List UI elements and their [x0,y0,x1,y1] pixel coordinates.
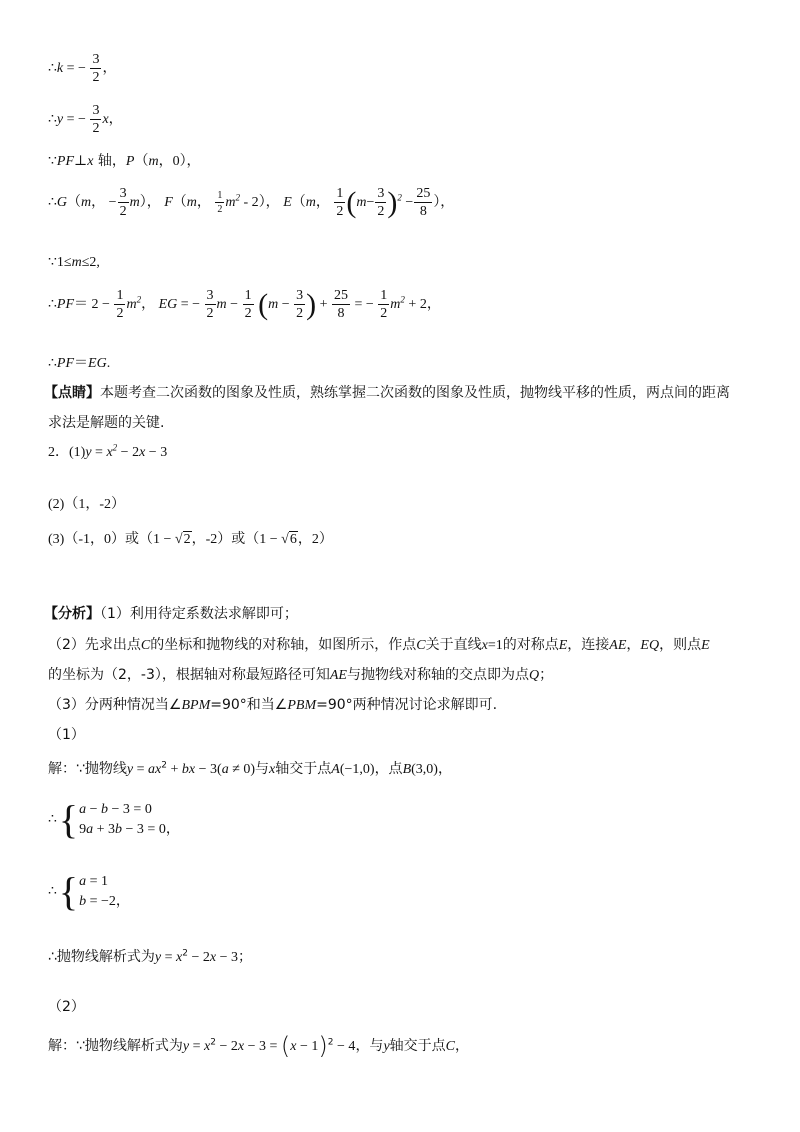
system-1: ∴ { a − b − 3 = 0 9a + 3b − 3 = 0， [48,797,180,843]
dianjing-text: 本题考查二次函数的图象及性质，熟练掌握二次函数的图象及性质，抛物线平移的性质，两点间的距离 [100,385,730,401]
system-2: ∴ { a = 1 b = −2， [48,869,130,915]
dianjing-line2: 求法是解题的关键. [48,415,165,431]
dianjing-label: 【点睛】 [44,385,100,401]
step-2: （2） [48,999,85,1015]
step-1: （1） [48,727,85,743]
answer-2-2: (2)（1，-2） [48,497,125,512]
fenxi-label: 【分析】 [44,606,100,622]
fenxi-line2: （2）先求出点C的坐标和抛物线的对称轴，如图所示，作点C关于直线x=1的对称点E，连接AE，EQ，则点E [48,637,710,653]
solution-2-line1: 解：∵抛物线解析式为$y = x^2 - 2x - 3 = (x - 1)^2 - 4$，与y轴交于点C， [48,1032,469,1060]
line-m-range: ∵1≤m≤2, [48,255,100,270]
line-y: ∴y = − $\frac{3}{2}$ x， [48,103,123,137]
line-pf-eg: ∴PF＝ 2 − $\frac{1}{2}$ $m^2$， EG = − $\frac{3}{2}$ m − $\frac{1}{2}$ (m − $\frac{3}{2}$ ) + $\frac{25}{8}$ = − $\frac{1}{2}$ $m^2 + 2$， [48,287,441,322]
line-gfe: ∴G（m， − $\frac{3}{2}$ m）， F（m， $\frac{1}{2}$ $m^2 - 2$）， E（m， $\frac{1}{2}$ (m− $\frac{3}{2}$ )$^2$ − $\frac{25}{8}$ ）， [48,185,455,220]
line-k: ∴k = − $\frac{3}{2}$ ， [48,52,117,86]
fenxi-line3: 的坐标为（2，-3），根据轴对称最短路径可知AE与抛物线对称轴的交点即为点Q； [48,667,554,683]
line-pf-perp: ∵PF⊥x 轴，P（m，0）， [48,153,201,169]
answer-2-3: (3)（-1，0）或（1 − √2，-2）或（1 − √6，2） [48,531,333,547]
solution-1-line1: 解：∵抛物线$y = ax^2$ + bx − 3(a ≠ 0)与x轴交于点A(−1,0)，点B(3,0)， [48,760,452,777]
fenxi-line4: （3）分两种情况当∠BPM=90°和当∠PBM=90°两种情况讨论求解即可. [48,697,498,713]
answer-2-1: 2．$(1)y = x^2 - 2x - 3$ [48,442,168,460]
parabola-expression: ∴抛物线解析式为$y = x^2 - 2x - 3$； [48,948,253,965]
fenxi-line1: 【分析】（1）利用待定系数法求解即可； [44,606,298,622]
line-pf-eq-eg: ∴PF＝EG. [48,356,111,371]
dianjing-line1 [44,386,730,400]
